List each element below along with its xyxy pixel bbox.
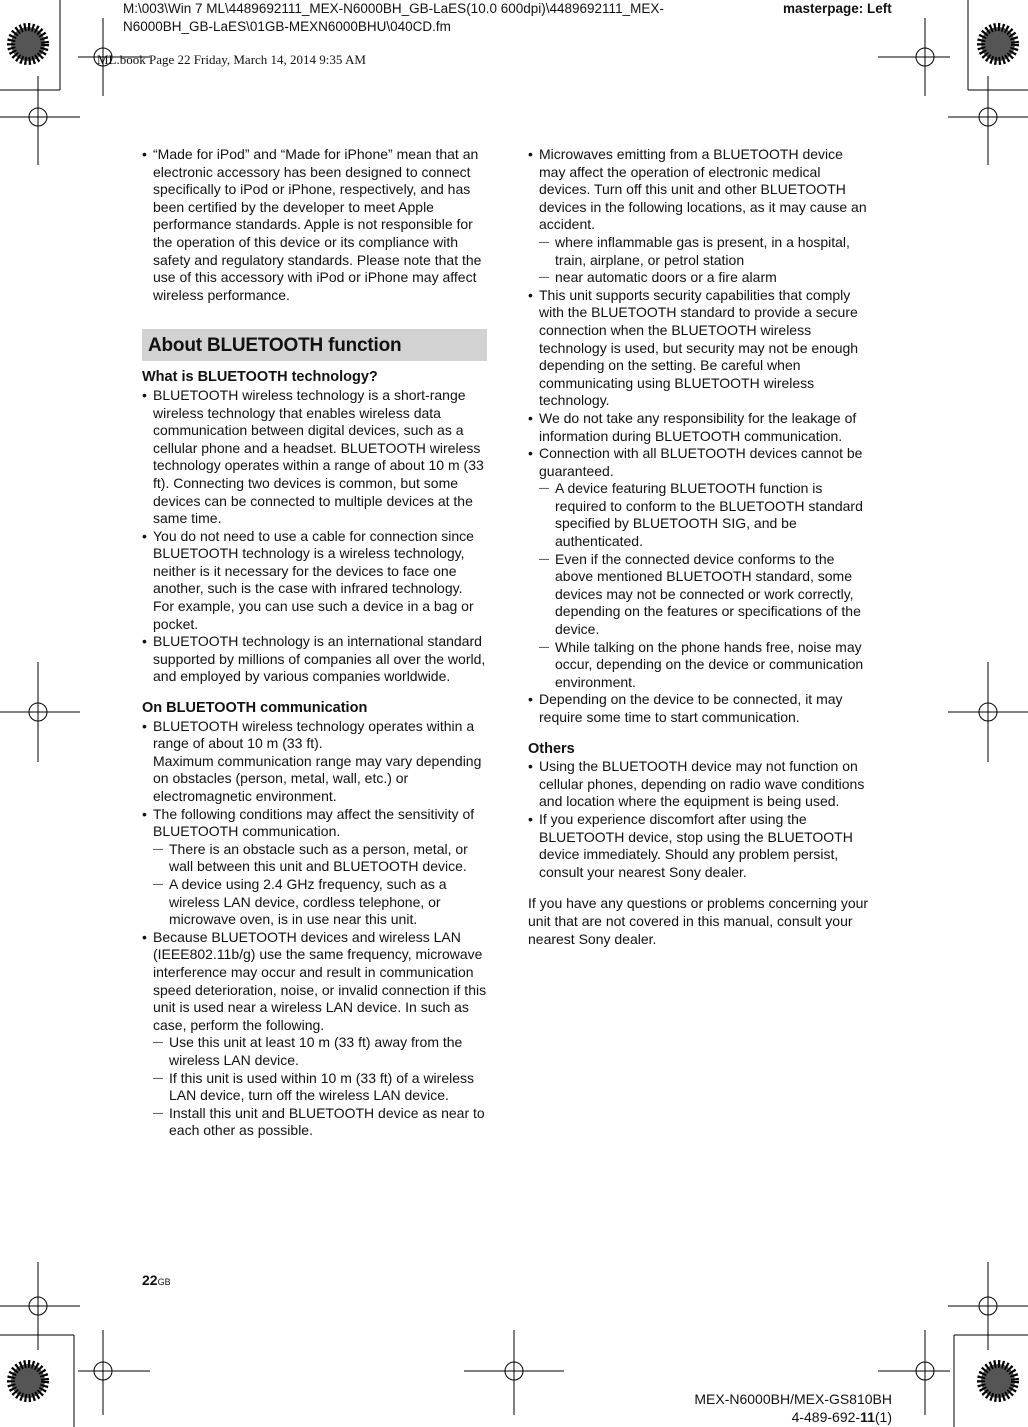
right-column bbox=[528, 146, 873, 948]
part-code bbox=[694, 1408, 892, 1426]
list-item: • Depending on the device to be connected, it may require some time to start communication. bbox=[528, 691, 873, 726]
file-path-line-1: M:\003\Win 7 ML\4489692111_MEX-N6000BH_GB-LaES(10.0 600dpi)\4489692111_MEX- bbox=[123, 1, 664, 16]
list-item: • Because BLUETOOTH devices and wireless LAN (IEEE802.11b/g) use the same frequency, microwave interference may occur and result in communication speed deterioration, noise, or invalid connection if this unit is used near a wireless LAN device. In such as case, perform the following. bbox=[142, 929, 487, 1035]
left-column bbox=[142, 146, 487, 1140]
sub-list-item: — There is an obstacle such as a person, metal, or wall between this unit and BLUETOOTH device. bbox=[142, 841, 487, 876]
model-number: MEX-N6000BH/MEX-GS810BH bbox=[694, 1391, 892, 1407]
subheading-what-is: What is BLUETOOTH technology? bbox=[142, 369, 378, 386]
crosshair-icon bbox=[0, 662, 80, 762]
part-code-revision: 11 bbox=[860, 1409, 875, 1425]
subheading-communication: On BLUETOOTH communication bbox=[142, 700, 368, 717]
list-item: • BLUETOOTH wireless technology is a short-range wireless technology that enables wireless data communication between digital devices, such as a cellular phone and a headset. BLUETOOTH wireless technology operates within a range of about 10 m (33 ft). Connecting two devices is common, but some devices can be connected to multiple devices at the same time. bbox=[142, 387, 487, 528]
part-code-suffix: (1) bbox=[874, 1409, 892, 1425]
list-item bbox=[142, 718, 487, 806]
crosshair-icon bbox=[878, 18, 950, 96]
list-item: • Using the BLUETOOTH device may not function on cellular phones, depending on radio wave conditions and location where the equipment is being used. bbox=[528, 758, 873, 811]
crosshair-icon bbox=[0, 76, 80, 165]
crosshair-icon bbox=[78, 1330, 150, 1415]
list-item: • BLUETOOTH technology is an international standard supported by millions of companies all over the world, and employed by various companies worldwide. bbox=[142, 633, 487, 686]
sub-list-item: — A device featuring BLUETOOTH function is required to conform to the BLUETOOTH standard specified by BLUETOOTH SIG, and be authenticated. bbox=[528, 480, 873, 550]
list-item: • This unit supports security capabilities that comply with the BLUETOOTH standard to provide a secure connection when the BLUETOOTH wireless technology is used, but security may not be enough depending on the setting. Be careful when communicating using BLUETOOTH wireless technology. bbox=[528, 287, 873, 410]
section-header bbox=[142, 329, 487, 361]
crosshair-icon bbox=[0, 1262, 80, 1350]
crosshair-icon bbox=[948, 76, 1028, 165]
subheading-others: Others bbox=[528, 740, 575, 757]
list-item: • Connection with all BLUETOOTH devices cannot be guaranteed. bbox=[528, 445, 873, 480]
file-path-line-2: N6000BH_GB-LaES\01GB-MEXN6000BHU\040CD.fm bbox=[123, 19, 451, 34]
crosshair-icon bbox=[948, 1262, 1028, 1350]
page-number bbox=[142, 1272, 171, 1288]
ipod-notice: • “Made for iPod” and “Made for iPhone” mean that an electronic accessory has been designed to connect specifically to iPod or iPhone, respectively, and has been certified by the developer to meet Apple performance standards. Apple is not responsible for the operation of this device or its compliance with safety and regulatory standards. Please note that the use of this accessory with iPod or iPhone may affect wireless performance. bbox=[142, 146, 487, 304]
crosshair-icon bbox=[948, 662, 1028, 762]
list-item-text: • BLUETOOTH wireless technology operates within a range of about 10 m (33 ft). bbox=[153, 717, 475, 752]
closing-paragraph: If you have any questions or problems concerning your unit that are not covered in this manual, consult your nearest Sony dealer. bbox=[528, 895, 869, 947]
book-info: ML.book Page 22 Friday, March 14, 2014 9:35 AM bbox=[97, 52, 366, 67]
list-item: • You do not need to use a cable for connection since BLUETOOTH technology is a wireless technology, neither is it necessary for the devices to face one another, such is the case with infrared technology. For example, you can use such a device in a bag or pocket. bbox=[142, 528, 487, 634]
sub-list-item: — A device using 2.4 GHz frequency, such as a wireless LAN device, cordless telephone, or microwave oven, is in use near this unit. bbox=[142, 876, 487, 929]
masterpage-label: masterpage: Left bbox=[783, 1, 892, 16]
page-number-value: 22 bbox=[142, 1272, 158, 1288]
sub-list-item: — Use this unit at least 10 m (33 ft) away from the wireless LAN device. bbox=[142, 1034, 487, 1069]
part-code-prefix: 4-489-692- bbox=[791, 1409, 861, 1425]
model-footer bbox=[694, 1390, 892, 1426]
list-item-text: Maximum communication range may vary depending on obstacles (person, metal, wall, etc.) or electromagnetic environment. bbox=[153, 752, 482, 804]
sub-list-item: — where inflammable gas is present, in a hospital, train, airplane, or petrol station bbox=[528, 234, 873, 269]
list-item: • We do not take any responsibility for the leakage of information during BLUETOOTH communication. bbox=[528, 410, 873, 445]
list-item: • The following conditions may affect the sensitivity of BLUETOOTH communication. bbox=[142, 806, 487, 841]
sub-list-item: — Even if the connected device conforms to the above mentioned BLUETOOTH standard, some devices may not be connected or work correctly, depending on the features or specifications of the device. bbox=[528, 551, 873, 639]
section-title: About BLUETOOTH function bbox=[148, 334, 402, 356]
crosshair-icon bbox=[464, 1330, 564, 1415]
sub-list-item: — If this unit is used within 10 m (33 ft) of a wireless LAN device, turn off the wireless LAN device. bbox=[142, 1070, 487, 1105]
list-item: • If you experience discomfort after using the BLUETOOTH device, stop using the BLUETOOTH device immediately. Should any problem persist, consult your nearest Sony dealer. bbox=[528, 811, 873, 881]
sub-list-item: — Install this unit and BLUETOOTH device as near to each other as possible. bbox=[142, 1105, 487, 1140]
list-item: • Microwaves emitting from a BLUETOOTH device may affect the operation of electronic medical devices. Turn off this unit and other BLUETOOTH devices in the following locations, as it may cause an accident. bbox=[528, 146, 873, 234]
sub-list-item: — near automatic doors or a fire alarm bbox=[528, 269, 873, 287]
crosshair-icon bbox=[78, 18, 150, 96]
page-number-suffix: GB bbox=[157, 1277, 171, 1287]
sub-list-item: — While talking on the phone hands free, noise may occur, depending on the device or communication environment. bbox=[528, 639, 873, 692]
